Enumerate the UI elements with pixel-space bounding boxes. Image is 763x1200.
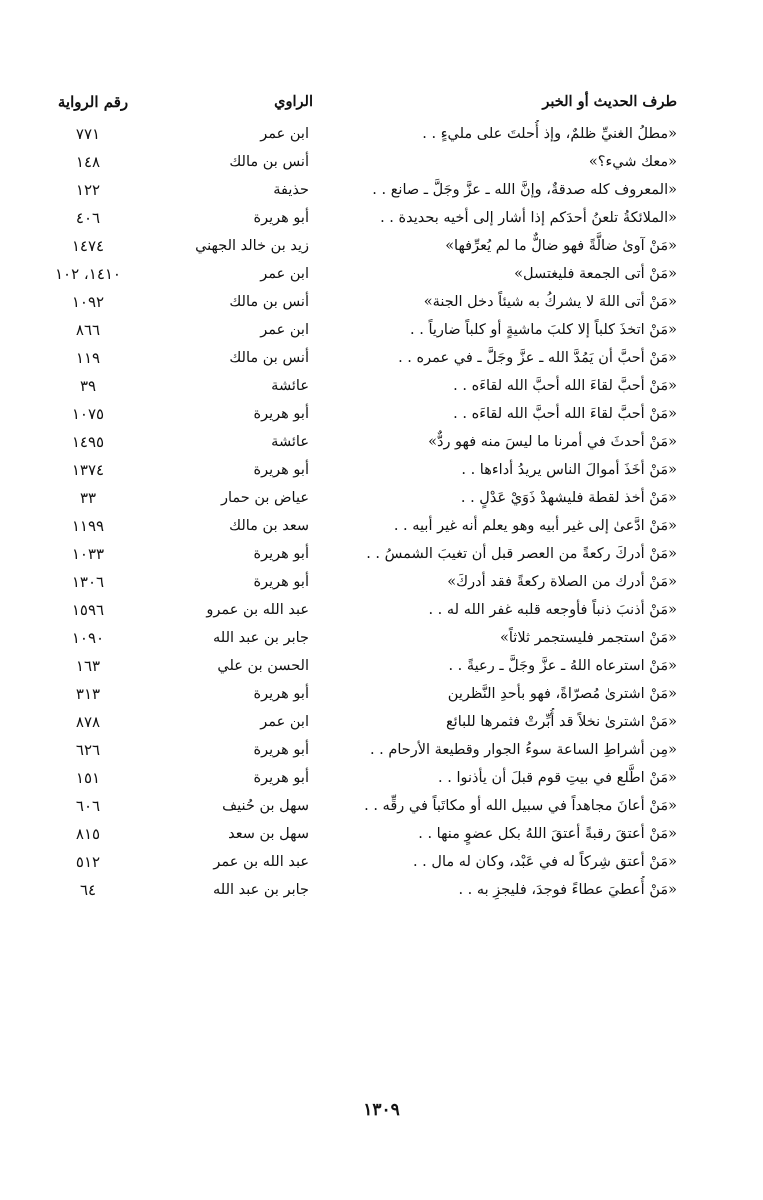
hadith-text: «مَنْ أعتقَ رقبةً أعتقَ اللهُ بكل عضوٍ منها . . [418, 826, 677, 842]
narration-number: ١٢٢ [75, 181, 101, 199]
narration-number: ٣٩ [79, 377, 97, 395]
hadith-text: «مَنْ أخذ لقطة فليشهدْ ذَوَيْ عَدْلٍ . . [460, 490, 677, 506]
header-narrator: الراوي [274, 93, 313, 110]
list-item [0, 232, 763, 260]
list-item [0, 540, 763, 568]
narrator-name: زيد بن خالد الجهني [195, 238, 309, 254]
header-narration-number: رقم الرواية [57, 93, 129, 111]
narration-number: ٣١٣ [75, 685, 101, 703]
hadith-text: «مَنْ أتى الجمعة فليغتسل» [514, 266, 677, 282]
list-item [0, 428, 763, 456]
narrator-name: أنس بن مالك [229, 294, 309, 310]
list-item [0, 484, 763, 512]
document-page [0, 88, 763, 1200]
list-item [0, 372, 763, 400]
narration-number: ١٣٠٦ [71, 573, 105, 591]
narration-number: ١٥٩٦ [71, 601, 105, 619]
narrator-name: جابر بن عبد الله [213, 630, 309, 646]
list-item [0, 204, 763, 232]
narration-number: ١٣٧٤ [71, 461, 105, 479]
hadith-text: «مَنْ أعتق شِركاً له في عَبْد، وكان له مال . . [412, 854, 677, 870]
hadith-text: «مَنْ اتخذَ كلباً إلا كلبَ ماشيةٍ أو كلباً ضارياً . . [410, 322, 677, 338]
hadith-text: «مِن أشراطِ الساعة سوءُ الجوار وقطيعة الأرحام . . [369, 742, 677, 758]
hadith-text: «مَنْ أدرك من الصلاة ركعةً فقد أدركَ» [447, 574, 677, 590]
list-item [0, 288, 763, 316]
narration-number: ١٠٣٣ [71, 545, 105, 563]
narrator-name: أبو هريرة [253, 686, 309, 702]
hadith-index-list [0, 120, 763, 904]
hadith-text: «مَنْ أعانَ مجاهداً في سبيل الله أو مكاتَباً في رقِّه . . [364, 798, 677, 814]
hadith-text: «مَنْ أحبَّ أن يَمُدَّ الله ـ عزَّ وجَلَّ ـ في عمره . . [398, 350, 677, 366]
narration-number: ٦٤ [79, 881, 97, 899]
narrator-name: عائشة [271, 378, 309, 394]
hadith-text: «مَنْ ادَّعىٰ إلى غير أبيه وهو يعلم أنه غير أبيه . . [393, 518, 677, 534]
list-item [0, 456, 763, 484]
narrator-name: ابن عمر [260, 322, 309, 338]
narrator-name: ابن عمر [260, 266, 309, 282]
narration-number: ١٦٣ [75, 657, 101, 675]
list-item [0, 512, 763, 540]
narrator-name: عبد الله بن عمر [213, 854, 309, 870]
hadith-text: «مَنْ أدركَ ركعةً من العصر قبل أن تغيبَ الشمسُ . . [366, 546, 677, 562]
hadith-text: «مَنْ أتى اللهَ لا يشركُ به شيئاً دخل الجنة» [423, 294, 677, 310]
header-hadith-text: طرف الحديث أو الخبر [542, 93, 677, 110]
narrator-name: أبو هريرة [253, 742, 309, 758]
narration-number: ١٤٧٤ [71, 237, 105, 255]
list-item [0, 596, 763, 624]
narration-number: ١٤٨ [75, 153, 101, 171]
narrator-name: أبو هريرة [253, 770, 309, 786]
narration-number: ١٤٩٥ [71, 433, 105, 451]
narration-number: ١٠٩٢ [71, 293, 105, 311]
list-item [0, 876, 763, 904]
narrator-name: أبو هريرة [253, 210, 309, 226]
narrator-name: أبو هريرة [253, 462, 309, 478]
list-item [0, 708, 763, 736]
narration-number: ١٠٧٥ [71, 405, 105, 423]
list-item [0, 568, 763, 596]
narrator-name: أنس بن مالك [229, 350, 309, 366]
list-item [0, 680, 763, 708]
narrator-name: سهل بن حُنيف [222, 798, 309, 814]
narrator-name: عائشة [271, 434, 309, 450]
narrator-name: أنس بن مالك [229, 154, 309, 170]
narration-number: ١١٩ [75, 349, 101, 367]
narrator-name: أبو هريرة [253, 574, 309, 590]
hadith-text: «مَنْ أُعطيَ عطاءً فوجدَ، فليجزِ به . . [458, 882, 677, 898]
narrator-name: سهل بن سعد [228, 826, 309, 842]
hadith-text: «مطلُ الغنيِّ ظلمٌ، وإذ أُحلتَ على مليءٍ . . [422, 126, 677, 142]
list-item [0, 344, 763, 372]
narration-number: ٨٧٨ [75, 713, 101, 731]
narration-number: ٦٢٦ [75, 741, 101, 759]
narration-number: ٣٣ [79, 489, 97, 507]
narrator-name: عبد الله بن عمرو [206, 602, 309, 618]
page-number: ١٣٠٩ [363, 1100, 400, 1120]
hadith-text: «مَنْ اطَّلع في بيتِ قوم قبلَ أن يأذنوا . . [438, 770, 677, 786]
narrator-name: حذيفة [273, 182, 309, 198]
narrator-name: عياض بن حمار [220, 490, 309, 506]
column-headers [0, 88, 763, 116]
narrator-name: ابن عمر [260, 714, 309, 730]
list-item [0, 400, 763, 428]
narrator-name: أبو هريرة [253, 546, 309, 562]
narrator-name: الحسن بن علي [217, 658, 309, 674]
list-item [0, 820, 763, 848]
narrator-name: ابن عمر [260, 126, 309, 142]
hadith-text: «مَنْ أذنبَ ذنباً فأوجعه قلبه غفر الله له . . [428, 602, 677, 618]
hadith-text: «مَنْ أحبَّ لقاءَ الله أحبَّ الله لقاءَه . . [453, 378, 677, 394]
narration-number: ١٥١ [75, 769, 101, 787]
narration-number: ٦٠٦ [75, 797, 101, 815]
narrator-name: سعد بن مالك [229, 518, 309, 534]
list-item [0, 624, 763, 652]
hadith-text: «المعروف كله صدقةٌ، وإنَّ الله ـ عزَّ وجَلَّ ـ صانع . . [372, 182, 677, 198]
hadith-text: «مَنْ أحبَّ لقاءَ الله أحبَّ الله لقاءَه . . [453, 406, 677, 422]
list-item [0, 176, 763, 204]
list-item [0, 120, 763, 148]
list-item [0, 792, 763, 820]
hadith-text: «مَنْ استجمر فليستجمر ثلاثاً» [500, 630, 677, 646]
hadith-text: «الملائكةُ تلعنُ أحدَكم إذا أشار إلى أخيه بحديدة . . [380, 210, 677, 226]
hadith-text: «مَنْ استرعاه اللهُ ـ عزَّ وجَلَّ ـ رعيةً . . [448, 658, 677, 674]
hadith-text: «مَنْ آوىٰ ضالَّةً فهو ضالٌّ ما لم يُعرِّفها» [445, 238, 677, 254]
hadith-text: «مَنْ اشترىٰ نخلاً قد أُبِّرتْ فثمرها للبائع [445, 714, 677, 730]
narration-number: ١٠٩٠ [71, 629, 105, 647]
list-item [0, 652, 763, 680]
list-item [0, 148, 763, 176]
narrator-name: جابر بن عبد الله [213, 882, 309, 898]
hadith-text: «مَنْ اشترىٰ مُصرّاةً، فهو بأحدِ النَّظرين [447, 686, 677, 702]
list-item [0, 260, 763, 288]
narrator-name: أبو هريرة [253, 406, 309, 422]
narration-number: ٧٧١ [75, 125, 101, 143]
hadith-text: «مَنْ أحدثَ في أمرنا ما ليسَ منه فهو ردٌّ» [428, 434, 677, 450]
narration-number: ٨١٥ [75, 825, 101, 843]
hadith-text: «معك شيء؟» [588, 154, 677, 170]
narration-number: ٨٦٦ [75, 321, 101, 339]
narration-number: ٤٠٦ [75, 209, 101, 227]
narration-number: ٥١٢ [75, 853, 101, 871]
list-item [0, 736, 763, 764]
list-item [0, 764, 763, 792]
narration-number: ١١٩٩ [71, 517, 105, 535]
list-item [0, 848, 763, 876]
narration-number: ١٤١٠، ١٠٢ [54, 265, 121, 283]
list-item [0, 316, 763, 344]
hadith-text: «مَنْ أخَذَ أموالَ الناس يريدُ أداءها . . [461, 462, 677, 478]
